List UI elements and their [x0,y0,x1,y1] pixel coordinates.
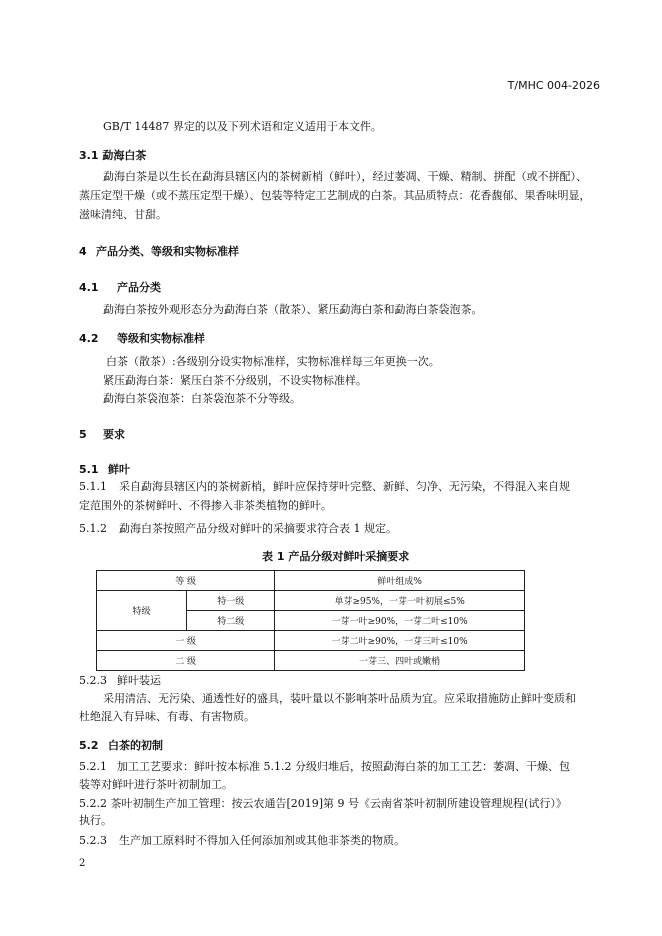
section-5-2-1-line-1 [79,758,570,776]
section-4-2-heading [79,330,205,346]
section-5-2-3b-text: 生产加工原料时不得加入任何添加剂或其他非茶类的物质。 [119,834,405,847]
table-1-title: 表 1 产品分级对鲜叶采摘要求 [262,550,410,563]
section-4-2-number: 4.2 [79,332,99,345]
cell-special-1-requirement: 单芽≥95%，一芽一叶初展≤5% [275,591,525,611]
section-5-2-2-line-2: 执行。 [79,814,112,827]
section-5-1-number: 5.1 [79,463,99,476]
section-5-1-2-text: 勐海白茶按照产品分级对鲜叶的采摘要求符合表 1 规定。 [119,522,397,535]
section-3-1-line-3: 滋味清纯、甘甜。 [79,208,167,221]
section-5-2-3a-title: 鲜叶装运 [117,674,161,687]
cell-special-2: 特二级 [187,611,275,631]
section-4-heading [79,243,239,259]
section-5-2-1-text-1: 加工工艺要求：鲜叶按本标准 5.1.2 分级归堆后，按照勐海白茶的加工工艺：萎凋、干燥、包 [117,760,570,773]
section-5-2-1-line-2: 装等对鲜叶进行茶叶初制加工。 [79,778,233,791]
section-4-1-heading [79,279,161,295]
section-4-1-text: 勐海白茶按外观形态分为勐海白茶（散茶）、紧压勐海白茶和勐海白茶袋泡茶。 [103,303,483,316]
section-3-1-line-2: 蒸压定型干燥（或不蒸压定型干燥）、包装等特定工艺制成的白茶。其品质特点：花香馥郁、果香味明显， [79,189,591,202]
table-1 [96,570,525,671]
section-4-1-number: 4.1 [79,281,99,294]
section-5-1-title: 鲜叶 [108,463,130,476]
section-5-2-number: 5.2 [79,739,99,752]
section-4-2-line-3: 勐海白茶袋泡茶：白茶袋泡茶不分等级。 [103,392,301,405]
section-5-2-3a-number: 5.2.3 [79,674,107,687]
table-header-row [97,571,525,591]
cell-special-grade: 特级 [97,591,187,631]
section-5-2-3b-number: 5.2.3 [79,834,107,847]
section-5-number: 5 [79,428,87,441]
table-header-grade: 等 级 [97,571,275,591]
section-5-2-2-line-1: 5.2.2 茶叶初制生产加工管理：按云农通告[2019]第 9 号《云南省茶叶初制所建设管理规程(试行）》 [79,797,567,810]
section-4-2-title: 等级和实物标准样 [117,332,205,345]
section-4-title: 产品分类、等级和实物标准样 [96,245,239,258]
section-5-2-title: 白茶的初制 [108,739,163,752]
section-5-2-3b-line [79,832,405,850]
section-3-1-heading: 3.1 勐海白茶 [79,149,147,162]
page-number: 2 [79,858,86,869]
cell-special-2-requirement: 一芽一叶≥90%，一芽二叶≤10% [275,611,525,631]
document-code: T/MHC 004-2026 [507,79,600,92]
section-5-1-heading [79,461,130,477]
table-row [97,591,525,611]
cell-grade-2-requirement: 一芽三、四叶或嫩梢 [275,651,525,671]
section-4-1-title: 产品分类 [117,281,161,294]
section-5-1-2-number: 5.1.2 [79,522,107,535]
section-5-2-3a-heading [79,672,161,690]
section-5-2-3a-line-2: 杜绝混入有异味、有毒、有害物质。 [79,710,255,723]
section-5-2-3a-line-1: 采用清洁、无污染、通透性好的盛具，装叶量以不影响茶叶品质为宜。应采取措施防止鲜叶变质和 [103,692,576,705]
section-4-number: 4 [79,245,87,258]
section-5-1-1-text-1: 采自勐海县辖区内的茶树新梢，鲜叶应保持芽叶完整、新鲜、匀净、无污染，不得混入来自规 [119,480,570,493]
section-5-1-1-line-1 [79,478,570,496]
section-4-2-line-2: 紧压勐海白茶：紧压白茶不分级别，不设实物标准样。 [103,374,367,387]
intro-paragraph: GB/T 14487 界定的以及下列术语和定义适用于本文件。 [103,120,382,133]
section-5-title: 要求 [103,428,125,441]
section-5-1-2-line [79,520,397,538]
table-row [97,631,525,651]
section-5-heading [79,426,125,442]
cell-grade-1: 一 级 [97,631,275,651]
section-5-1-1-number: 5.1.1 [79,480,107,493]
section-5-2-1-number: 5.2.1 [79,760,107,773]
section-3-1-line-1: 勐海白茶是以生长在勐海县辖区内的茶树新梢（鲜叶），经过萎凋、干燥、精制、拼配（或不拼配）、 [103,170,587,183]
table-header-composition: 鲜叶组成% [275,571,525,591]
section-5-2-heading [79,737,163,753]
cell-grade-1-requirement: 一芽二叶≥90%，一芽三叶≤10% [275,631,525,651]
cell-grade-2: 二 级 [97,651,275,671]
section-5-1-1-line-2: 定范围外的茶树鲜叶、不得掺入非茶类植物的鲜叶。 [79,499,332,512]
table-row [97,651,525,671]
cell-special-1: 特一级 [187,591,275,611]
section-4-2-line-1: 白茶（散茶）:各级别分设实物标准样，实物标准样每三年更换一次。 [106,355,440,368]
